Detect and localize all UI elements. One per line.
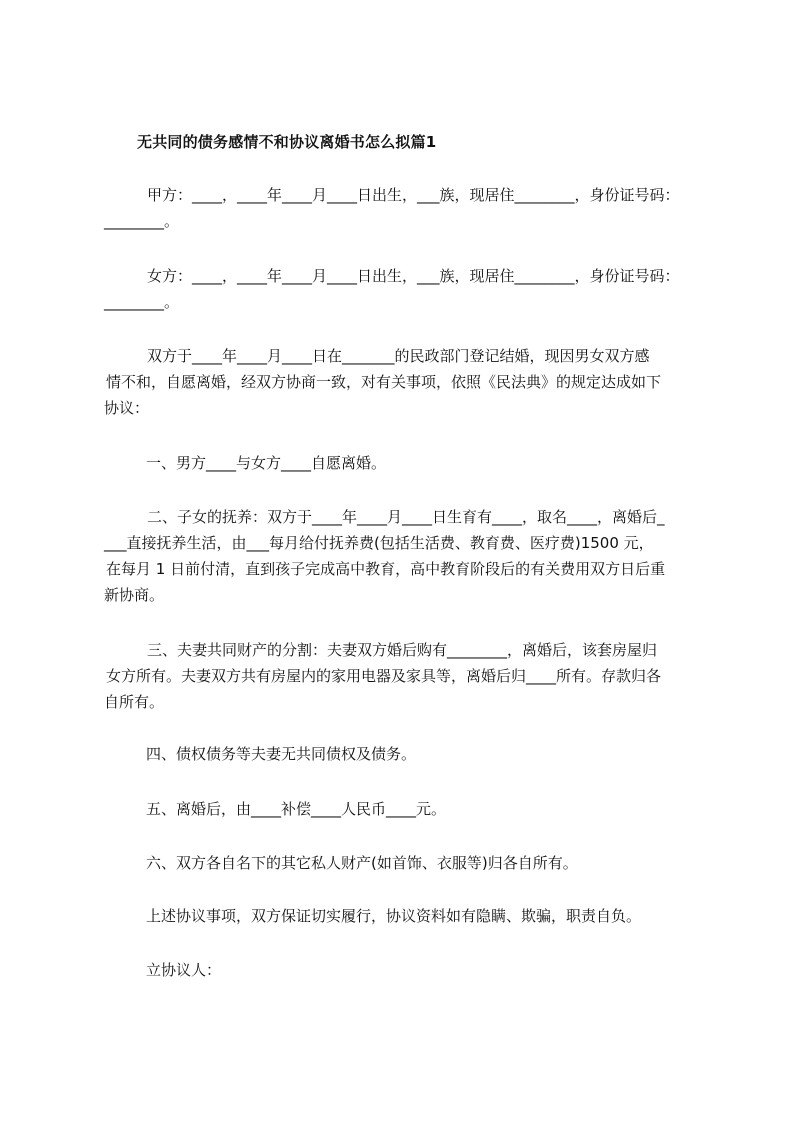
party-a-line-2: ________。 <box>104 212 180 230</box>
clause-3-line-2: 女方所有。夫妻双方共有房屋内的家用电器及家具等，离婚后归____所有。存款归各 <box>106 667 662 685</box>
party-b-line-1: 女方：____，____年____月____日出生，___族，现居住________，身份证号码： <box>147 267 680 285</box>
clause-6: 六、双方各自名下的其它私人财产(如首饰、衣服等)归各自所有。 <box>146 854 578 872</box>
clause-5: 五、离婚后，由____补偿____人民币____元。 <box>146 800 447 818</box>
closing-statement: 上述协议事项，双方保证切实履行，协议资料如有隐瞒、欺骗，职责自负。 <box>146 907 642 925</box>
signatory-label: 立协议人： <box>146 961 222 979</box>
clause-3-line-3: 自所有。 <box>104 693 165 711</box>
intro-line-3: 协议： <box>104 399 150 417</box>
clause-2-line-2: ___直接抚养生活，由___每月给付抚养费(包括生活费、教育费、医疗费)1500 元， <box>104 534 654 552</box>
clause-2-line-4: 新协商。 <box>104 586 165 604</box>
intro-line-2: 情不和，自愿离婚，经双方协商一致，对有关事项，依照《民法典》的规定达成如下 <box>106 373 662 391</box>
intro-line-1: 双方于____年____月____日在_______的民政部门登记结婚，现因男女双方感 <box>147 347 650 365</box>
clause-1: 一、男方____与女方____自愿离婚。 <box>146 454 387 472</box>
document-title: 无共同的债务感情不和协议离婚书怎么拟篇1 <box>137 133 437 151</box>
clause-3-line-1: 三、夫妻共同财产的分割：夫妻双方婚后购有________，离婚后，该套房屋归 <box>147 641 658 659</box>
clause-2-line-1: 二、子女的抚养：双方于____年____月____日生育有____，取名____，离婚后_ <box>147 508 665 526</box>
clause-4: 四、债权债务等夫妻无共同债权及债务。 <box>146 745 417 763</box>
party-b-line-2: ________。 <box>104 293 180 311</box>
clause-2-line-3: 在每月 1 日前付清，直到孩子完成高中教育，高中教育阶段后的有关费用双方日后重 <box>106 560 666 578</box>
party-a-line-1: 甲方：____，____年____月____日出生，___族，现居住________，身份证号码： <box>147 186 680 204</box>
